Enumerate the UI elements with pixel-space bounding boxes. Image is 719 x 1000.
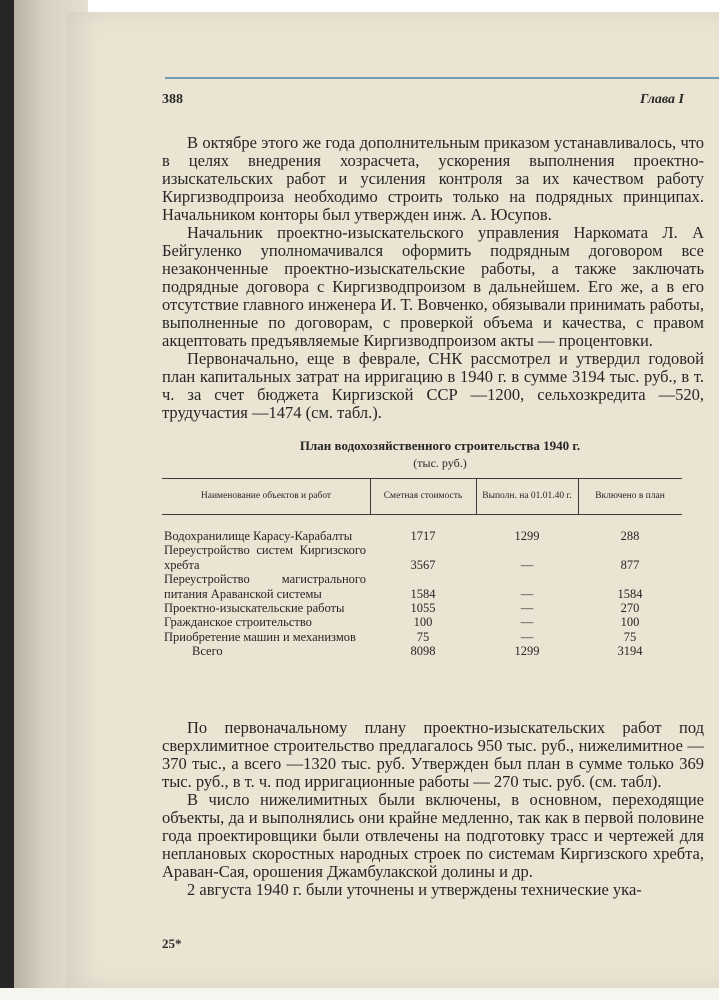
total-estimate: 8098 — [410, 644, 436, 659]
table-title: План водохозяйственного строительства 1940 г. — [299, 438, 581, 453]
table-header-name: Наименование объектов и работ — [200, 490, 332, 501]
row-included: 270 — [620, 601, 640, 616]
row-name: Переустройство систем Киргизского хребта — [164, 543, 366, 572]
row-name: Проектно-изыскательские работы — [164, 601, 345, 616]
total-included: 3194 — [617, 644, 643, 659]
paragraph: По первоначальному плану проектно-изыскательских работ под сверхлимитное строительство предлагалось 950 тыс. руб., нижелимитное —370 тыс., а всего —1320 тыс. руб. Утвержден был план в сумме только 369 тыс. руб., в т. ч. под ирригационные работы — 270 тыс. руб. (см. табл). — [162, 718, 704, 791]
row-included: 100 — [620, 615, 640, 630]
table-body — [164, 529, 684, 659]
table-header-included: Включено в план — [595, 490, 665, 501]
running-head: Глава I — [640, 92, 685, 107]
row-name: Переустройство магистрального питания Араванской системы — [164, 572, 366, 601]
header-rule — [165, 77, 719, 79]
total-label: Всего — [192, 644, 223, 659]
row-estimate: 1055 — [410, 601, 436, 616]
paragraph: Первоначально, еще в феврале, СНК рассмотрел и утвердил годовой план капитальных затрат на ирригацию в 1940 г. в сумме 3194 тыс. руб., в т. ч. за счет бюджета Киргизской ССР —1200, сельхозкредита —520, трудучастия —1474 (см. табл.). — [162, 349, 704, 422]
row-estimate: 1584 — [410, 586, 436, 601]
signature-mark: 25* — [162, 936, 182, 951]
row-name: Приобретение машин и механизмов — [164, 629, 356, 644]
row-name: Гражданское строительство — [164, 615, 312, 630]
table-row — [164, 601, 684, 615]
row-done: — — [520, 601, 534, 616]
page-number: 388 — [162, 92, 183, 107]
table-row — [164, 543, 684, 572]
total-done: 1299 — [514, 644, 540, 659]
row-estimate: 3567 — [410, 557, 436, 572]
scan-border — [0, 0, 14, 1000]
table-header-done: Выполн. на 01.01.40 г. — [482, 490, 572, 501]
paragraph: 2 августа 1940 г. были уточнены и утверждены технические ука- — [187, 880, 642, 899]
row-done: — — [520, 615, 534, 630]
row-included: 1584 — [617, 586, 643, 601]
row-done: — — [520, 557, 534, 572]
table-header-estimate: Сметная стоимость — [383, 490, 463, 501]
row-name: Водохранилище Карасу-Карабалты — [164, 529, 353, 543]
table-row — [164, 630, 684, 644]
row-done: — — [520, 586, 534, 601]
row-done: — — [520, 629, 534, 644]
body-text-top — [162, 134, 704, 422]
table-row — [164, 572, 684, 601]
table-row — [164, 615, 684, 629]
body-text-bottom — [162, 719, 704, 899]
table-header-rule — [162, 514, 682, 515]
table-subtitle: (тыс. руб.) — [413, 456, 467, 470]
table-total-row — [164, 644, 684, 658]
row-done: 1299 — [514, 529, 540, 543]
row-estimate: 1717 — [410, 529, 436, 543]
row-included: 288 — [620, 529, 640, 543]
row-included: 75 — [623, 629, 637, 644]
table-row — [164, 529, 684, 543]
paragraph: В октябре этого же года дополнительным приказом устанавливалось, что в целях внедрения хозрасчета, ускорения выполнения проектно-изыскательских работ и усиления контроля за их качеством работу Киргизводпроиза необходимо строить только на подрядных принципах. Начальником конторы был утвержден инж. А. Юсупов. — [162, 133, 704, 224]
row-estimate: 100 — [413, 615, 433, 630]
scan-bottom-margin — [0, 988, 719, 1000]
paragraph: Начальник проектно-изыскательского управления Наркомата Л. А Бейгуленко уполномачивался оформить подрядным договором все незаконченные проектно-изыскательские работы, а также заключать подрядные договора с Киргизводпроизом в дальнейшем. Его же, а в его отсутствие главного инженера И. Т. Вовченко, обязывали принимать работы, выполненные по договорам, с проверкой объема и качества, с правом акцептовать предъявляемые Киргизводпроизом акты — процентовки. — [162, 223, 704, 350]
row-estimate: 75 — [416, 629, 430, 644]
paragraph: В число нижелимитных были включены, в основном, переходящие объекты, да и выполнялись они крайне медленно, так как в первой половине года проектировщики были отвлечены на подготовку трасс и чертежей для неплановых скоростных народных строек по системам Киргизского хребта, Араван-Сая, орошения Джамбулакской долины и др. — [162, 790, 704, 881]
row-included: 877 — [620, 557, 640, 572]
